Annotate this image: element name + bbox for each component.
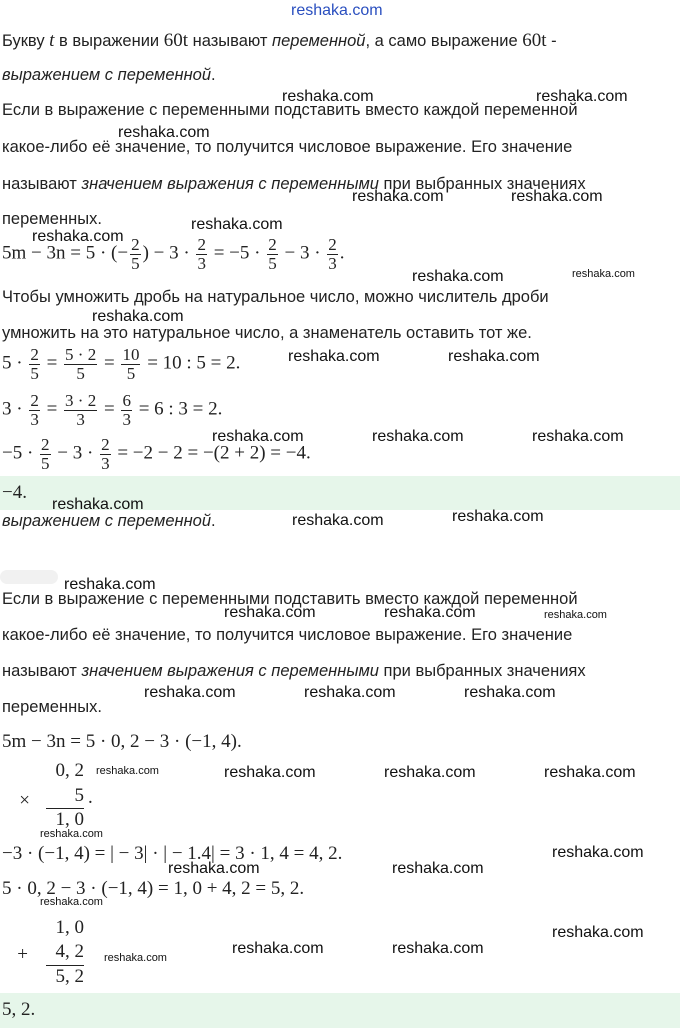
mul-top: 0, 2 bbox=[55, 760, 84, 781]
watermark: reshaka.com bbox=[572, 268, 635, 280]
fraction-two-thirds: $\frac{2}{3}$ bbox=[328, 235, 337, 273]
intro-paragraph-line2: выражением с переменной. bbox=[2, 66, 216, 84]
definition-line3: называют значением выражения с переменными при выбранных значениях bbox=[2, 175, 586, 193]
intro-paragraph-line1: Букву t в выражении 60t называют переменной, а само выражение 60t - bbox=[2, 30, 557, 51]
equation2-product: −3 · (−1, 4) = | − 3| · | − 1.4| = 3 · 1, 4 = 4, 2. bbox=[2, 843, 343, 864]
watermark: reshaka.com bbox=[544, 609, 607, 621]
equation2-substitution: 5m − 3n = 5 · 0, 2 − 3 · (−1, 4). bbox=[2, 731, 242, 752]
definition2-line1: Если в выражение с переменными подставить вместо каждой переменной bbox=[2, 590, 578, 608]
watermark: reshaka.com bbox=[288, 348, 380, 365]
watermark: reshaka.com bbox=[392, 860, 484, 877]
rule-line2: умножить на это натуральное число, а знаменатель оставить тот же. bbox=[2, 324, 532, 342]
add-mid: 4, 2 bbox=[55, 941, 84, 962]
watermark: reshaka.com bbox=[372, 428, 464, 445]
watermark: reshaka.com bbox=[40, 896, 103, 908]
mul-sign: × bbox=[19, 790, 30, 811]
watermark: reshaka.com bbox=[282, 88, 374, 105]
watermark: reshaka.com bbox=[118, 124, 210, 141]
watermark: reshaka.com bbox=[552, 924, 644, 941]
fraction-two-fifths: $\frac{2}{5}$ bbox=[268, 235, 277, 273]
equation-substitution: 5m − 3n = 5 · (− $\frac{2}{5}$ ) − 3 · $\frac{2}{3}$ = −5 · $\frac{2}{5}$ − 3 · $\frac{2}{3}$ . bbox=[2, 235, 345, 273]
watermark: reshaka.com bbox=[292, 512, 384, 529]
watermark: reshaka.com bbox=[532, 428, 624, 445]
equation2-total: 5 · 0, 2 − 3 · (−1, 4) = 1, 0 + 4, 2 = 5, 2. bbox=[2, 878, 305, 899]
fraction-two-thirds: $\frac{2}{3}$ bbox=[197, 235, 206, 273]
answer-value-2: 5, 2. bbox=[2, 999, 36, 1020]
watermark: reshaka.com bbox=[452, 508, 544, 525]
watermark: reshaka.com bbox=[544, 764, 636, 781]
watermark: reshaka.com bbox=[384, 604, 476, 621]
definition-line2: какое-либо её значение, то получится числовое выражение. Его значение bbox=[2, 138, 573, 156]
collapsed-badge[interactable] bbox=[0, 570, 58, 584]
add-sign: + bbox=[17, 944, 28, 965]
watermark: reshaka.com bbox=[191, 216, 283, 233]
definition2-line2: какое-либо её значение, то получится числовое выражение. Его значение bbox=[2, 626, 573, 644]
rule-line1: Чтобы умножить дробь на натуральное число, можно числитель дроби bbox=[2, 288, 549, 306]
watermark: reshaka.com bbox=[304, 684, 396, 701]
watermark: reshaka.com bbox=[52, 496, 144, 513]
definition-line1: Если в выражение с переменными подставить вместо каждой переменной bbox=[2, 101, 578, 119]
definition2-line4: переменных. bbox=[2, 698, 102, 716]
watermark: reshaka.com bbox=[448, 348, 540, 365]
watermark: reshaka.com bbox=[384, 764, 476, 781]
site-title-link[interactable]: reshaka.com bbox=[291, 2, 383, 19]
add-top: 1, 0 bbox=[55, 917, 84, 938]
watermark: reshaka.com bbox=[352, 188, 444, 205]
watermark: reshaka.com bbox=[536, 88, 628, 105]
answer-box-2 bbox=[0, 993, 680, 1028]
watermark: reshaka.com bbox=[392, 940, 484, 957]
watermark: reshaka.com bbox=[144, 684, 236, 701]
watermark: reshaka.com bbox=[511, 188, 603, 205]
definition-line4: переменных. bbox=[2, 210, 102, 228]
definition2-line3: называют значением выражения с переменными при выбранных значениях bbox=[2, 662, 586, 680]
equation-final-computation: −5 · $\frac{2}{5}$ − 3 · $\frac{2}{3}$ = −2 − 2 = −(2 + 2) = −4. bbox=[2, 435, 311, 473]
watermark: reshaka.com bbox=[32, 228, 124, 245]
watermark: reshaka.com bbox=[552, 844, 644, 861]
fraction-two-fifths: $\frac{2}{5}$ bbox=[131, 235, 140, 273]
watermark: reshaka.com bbox=[212, 428, 304, 445]
mul-result: 1, 0 bbox=[55, 809, 84, 830]
equation-three-times-fraction: 3 · $\frac{2}{3}$ = $\frac{3 \cdot 2}{3}$ = $\frac{6}{3}$ = 6 : 3 = 2. bbox=[2, 391, 223, 429]
watermark: reshaka.com bbox=[96, 765, 159, 777]
add-result: 5, 2 bbox=[55, 966, 84, 987]
watermark: reshaka.com bbox=[412, 268, 504, 285]
watermark: reshaka.com bbox=[232, 940, 324, 957]
mul-dot: . bbox=[88, 787, 93, 808]
watermark: reshaka.com bbox=[64, 576, 156, 593]
watermark: reshaka.com bbox=[224, 764, 316, 781]
watermark: reshaka.com bbox=[104, 952, 167, 964]
mul-mid: 5 bbox=[74, 785, 84, 806]
answer-value-1: −4. bbox=[2, 482, 27, 503]
equation-five-times-fraction: 5 · $\frac{2}{5}$ = $\frac{5 \cdot 2}{5}$ = $\frac{10}{5}$ = 10 : 5 = 2. bbox=[2, 345, 241, 383]
watermark: reshaka.com bbox=[464, 684, 556, 701]
watermark: reshaka.com bbox=[168, 860, 260, 877]
watermark: reshaka.com bbox=[92, 308, 184, 325]
watermark: reshaka.com bbox=[40, 828, 103, 840]
tail-phrase: выражением с переменной. bbox=[2, 512, 216, 530]
watermark: reshaka.com bbox=[224, 604, 316, 621]
